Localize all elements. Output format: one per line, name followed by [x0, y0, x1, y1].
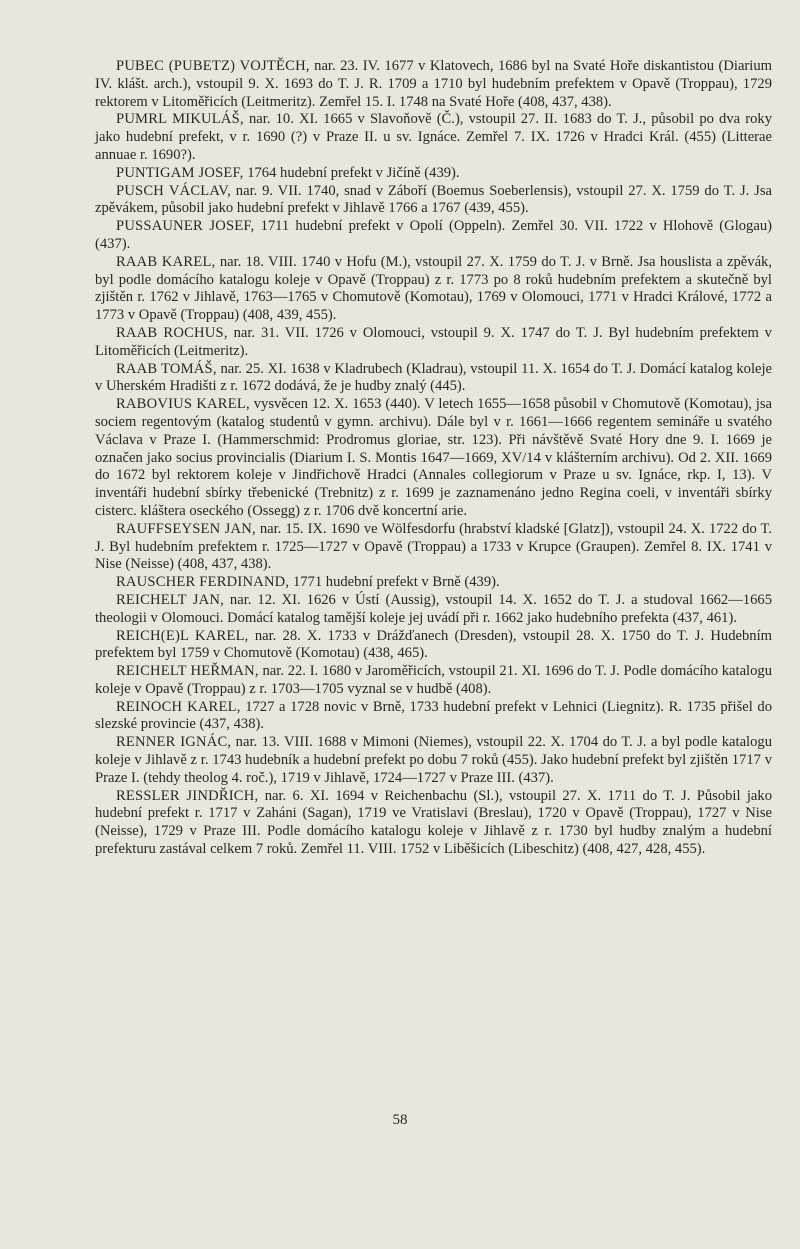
entry-name: RAUSCHER FERDINAND, — [116, 574, 290, 591]
entry-text: 1727 a 1728 novic v Brně, 1733 hudební prefekt v Lehnici (Liegnitz). R. 1735 přišel do slezské provincie (437, 438). — [95, 698, 772, 733]
entry-text: nar. 18. VIII. 1740 v Hofu (M.), vstoupil 27. X. 1759 do T. J. v Brně. Jsa houslista a zpěvák, byl podle domácího katalogu koleje v Opavě (Troppau) z r. 1773 po 8 roků hudebním prefektem a skutečně byl zjištěn r. 1762 v Jihlavě, 1763—1765 v Chomutově (Komotau), 1769 v Olomouci, 1771 v Hradci Králové, 1772 a 1773 v Opavě (Troppau) (408, 439, 455). — [95, 253, 772, 324]
entry-text: nar. 9. VII. 1740, snad v Záboří (Boemus Soeberlensis), vstoupil 27. X. 1759 do T. J. Jsa zpěvákem, působil jako hudební prefekt v Jihlavě 1766 a 1767 (439, 455). — [95, 182, 772, 217]
entry-text: nar. 22. I. 1680 v Jaroměřicích, vstoupil 21. XI. 1696 do T. J. Podle domácího katalogu koleje v Opavě (Troppau) z r. 1703—1705 vyznal se v hudbě (408). — [95, 663, 772, 697]
page-number: 58 — [392, 1112, 408, 1128]
entry-list — [95, 58, 772, 859]
entry-renner — [95, 734, 772, 787]
entry-text: nar. 28. X. 1733 v Drážďanech (Dresden), vstoupil 28. X. 1750 do T. J. Hudebním prefektem byl 1759 v Chomutově (Komotau) (438, 465). — [95, 627, 772, 662]
entry-name: RENNER IGNÁC, — [116, 734, 232, 751]
entry-name: PUMRL MIKULÁŠ, — [116, 111, 244, 128]
entry-text: nar. 10. XI. 1665 v Slavoňově (Č.), vstoupil 27. II. 1683 do T. J., působil po dva roky jako hudební prefekt, v r. 1690 (?) v Praze II. u sv. Ignáce. Zemřel 7. IX. 1726 v Hradci Král. (455) (Litterae annuae r. 1690?). — [95, 111, 773, 163]
entry-name: RABOVIUS KAREL, — [116, 396, 250, 413]
entry-text: nar. 6. XI. 1694 v Reichenbachu (Sl.), vstoupil 27. X. 1711 do T. J. Působil jako hudební prefekt r. 1717 v Zaháni (Sagan), 1719 ve Vratislavi (Breslau), 1720 v Opavě (Troppau), 1727 v Nise (Neisse), 1729 v Praze III. Podle domácího katalogu koleje v Jihlavě z r. 1730 byl hudby znalým a hudební prefekturu zastával celkem 7 roků. Zemřel 11. VIII. 1752 v Liběšicích (Libeschitz) (408, 427, 428, 455). — [95, 787, 772, 858]
entry-rauffseysen — [95, 521, 772, 574]
entry-text: nar. 12. XI. 1626 v Ústí (Aussig), vstoupil 14. X. 1652 do T. J. a studoval 1662—1665 theologii v Olomouci. Domácí katalog tamější koleje jej uvádí při r. 1662 jako hudebního prefekta (437, 461). — [95, 591, 772, 626]
entry-name: REICH(E)L KAREL, — [116, 627, 249, 644]
entry-name: PUBEC (PUBETZ) VOJTĚCH, — [116, 58, 310, 74]
entry-ressler — [95, 788, 772, 859]
entry-puntigam — [95, 165, 772, 183]
entry-text: 1711 hudební prefekt v Opolí (Oppeln). Zemřel 30. VII. 1722 v Hlohově (Glogau) (437). — [95, 218, 772, 252]
entry-name: PUSSAUNER JOSEF, — [116, 218, 255, 235]
entry-pussauner — [95, 218, 772, 254]
entry-text: nar. 15. IX. 1690 ve Wölfesdorfu (hrabství kladské [Glatz]), vstoupil 24. X. 1722 do T. J. Byl hudebním prefektem r. 1725—1727 v Opavě (Troppau) a 1733 v Krupce (Graupen). Zemřel 8. IX. 1741 v Nise (Neisse) (408, 437, 438). — [95, 520, 772, 573]
entry-rauscher — [95, 574, 772, 592]
entry-name: PUSCH VÁCLAV, — [116, 182, 231, 199]
entry-name: REINOCH KAREL, — [116, 698, 241, 715]
entry-name: RAUFFSEYSEN JAN, — [116, 520, 256, 537]
entry-reinoch — [95, 699, 772, 735]
entry-pumrl — [95, 111, 772, 164]
entry-name: RAAB TOMÁŠ, — [116, 360, 217, 377]
entry-name: RAAB ROCHUS, — [116, 324, 228, 341]
entry-raab-karel — [95, 254, 772, 325]
entry-name: RESSLER JINDŘICH, — [116, 787, 259, 804]
entry-name: RAAB KAREL, — [116, 253, 216, 270]
entry-pubec — [95, 58, 772, 111]
entry-pusch — [95, 183, 772, 219]
entry-reichelt-herman — [95, 663, 772, 699]
entry-name: REICHELT HEŘMAN, — [116, 663, 259, 680]
entry-text: nar. 23. IV. 1677 v Klatovech, 1686 byl na Svaté Hoře diskantistou (Diarium IV. klášt. arch.), vstoupil 9. X. 1693 do T. J. R. 1709 a 1710 byl hudebním prefektem v Opavě (Troppau), 1729 rektorem v Litoměřicích (Leitmeritz). Zemřel 15. I. 1748 na Svaté Hoře (408, 437, 438). — [95, 58, 772, 110]
entry-reichelt-jan — [95, 592, 772, 628]
entry-text: 1771 hudební prefekt v Brně (439). — [292, 574, 500, 591]
entry-text: nar. 13. VIII. 1688 v Mimoni (Niemes), vstoupil 22. X. 1704 do T. J. a byl podle katalogu koleje v Jihlavě z r. 1743 hudebník a hudební prefekt po dobu 7 roků (455). Jako hudební prefekt byl zjištěn 1717 v Praze I. (tehdy theolog 4. roč.), 1719 v Jihlavě, 1724—1727 v Praze III. (437). — [95, 734, 772, 786]
entry-raab-tomas — [95, 361, 772, 397]
entry-name: PUNTIGAM JOSEF, — [116, 164, 244, 181]
entry-rabovius — [95, 396, 772, 521]
entry-text: nar. 25. XI. 1638 v Kladrubech (Kladrau), vstoupil 11. X. 1654 do T. J. Domácí katalog koleje v Uherském Hradišti z r. 1672 dodává, že je hudby znalý (445). — [95, 360, 773, 395]
entry-name: REICHELT JAN, — [116, 591, 224, 608]
entry-text: 1764 hudební prefekt v Jičíně (439). — [247, 164, 460, 181]
entry-text: nar. 31. VII. 1726 v Olomouci, vstoupil 9. X. 1747 do T. J. Byl hudebním prefektem v Litoměřicích (Leitmeritz). — [95, 324, 772, 359]
entry-raab-rochus — [95, 325, 772, 361]
entry-text: vysvěcen 12. X. 1653 (440). V letech 1655—1658 působil v Chomutově (Komotau), jsa sociem regentovým (katalog studentů v gymn. archivu). Dále byl v r. 1661—1666 regentem semináře u svatého Václava v Praze I. (Hammerschmid: Prodromus gloriae, str. 123). Při návštěvě Svaté Hory dne 9. I. 1669 je označen jako socius provincialis (Diarium I. S. Montis 1647—1669, XV/14 v klášterním archivu). Od 2. XII. 1669 do 1672 byl rektorem koleje v Jindřichově Hradci (Annales collegiorum v Praze u sv. Ignáce, rkp. I, 13). V inventáři hudební sbírky třebenické (Trebnitz) z r. 1699 je zaznamenáno jedno Regina coeli, v inventáři sbírky cisterc. kláštera oseckého (Ossegg) z r. 1706 dvě koncertní arie. — [95, 396, 772, 519]
entry-reichel-karel — [95, 628, 772, 664]
